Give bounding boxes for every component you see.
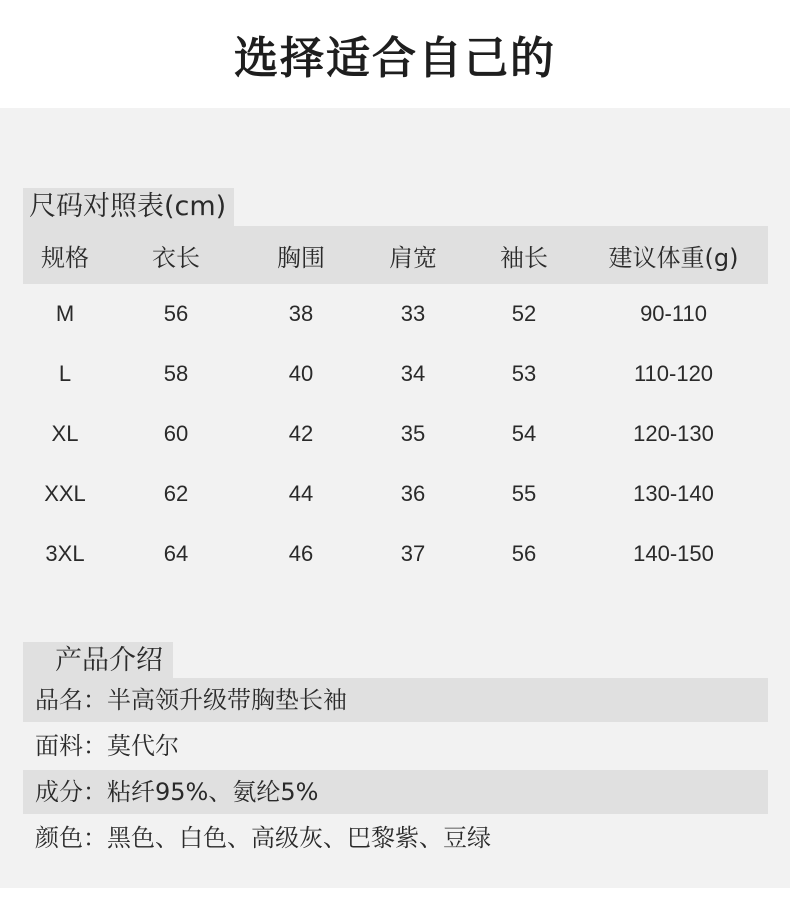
product-intro-label: 产品介绍 bbox=[23, 642, 173, 680]
header-cell: 袖长 bbox=[469, 226, 579, 284]
header-cell: 胸围 bbox=[245, 226, 357, 284]
size-chart-table bbox=[23, 226, 768, 584]
table-cell: 52 bbox=[511, 301, 537, 326]
table-cell: 60 bbox=[163, 421, 189, 446]
table-cell: XXL bbox=[44, 481, 86, 506]
intro-item-composition: 成分：粘纤95%、氨纶5% bbox=[23, 770, 768, 814]
table-cell: 56 bbox=[511, 541, 537, 566]
size-chart-label: 尺码对照表(cm) bbox=[23, 188, 234, 226]
table-cell: 35 bbox=[400, 421, 426, 446]
header-cell: 衣长 bbox=[107, 226, 245, 284]
table-cell: 56 bbox=[163, 301, 189, 326]
table-row bbox=[23, 344, 768, 404]
header-cell: 建议体重(g) bbox=[579, 226, 768, 284]
table-cell: 38 bbox=[288, 301, 314, 326]
table-cell: L bbox=[58, 361, 72, 386]
table-row bbox=[23, 404, 768, 464]
table-cell: 33 bbox=[400, 301, 426, 326]
table-cell: 54 bbox=[511, 421, 537, 446]
table-cell: 140-150 bbox=[633, 541, 714, 566]
table-row bbox=[23, 464, 768, 524]
table-cell: 62 bbox=[163, 481, 189, 506]
intro-item-fabric: 面料：莫代尔 bbox=[35, 732, 179, 760]
table-cell: M bbox=[55, 301, 75, 326]
header-cell: 规格 bbox=[23, 226, 107, 284]
table-header-row bbox=[23, 226, 768, 284]
table-cell: 53 bbox=[511, 361, 537, 386]
table-cell: 34 bbox=[400, 361, 426, 386]
table-row bbox=[23, 284, 768, 344]
header bbox=[0, 0, 790, 108]
table-row bbox=[23, 524, 768, 584]
table-cell: 58 bbox=[163, 361, 189, 386]
table-cell: 42 bbox=[288, 421, 314, 446]
table-cell: 110-120 bbox=[633, 361, 714, 386]
product-intro-list bbox=[23, 678, 768, 860]
table-cell: 37 bbox=[400, 541, 426, 566]
table-cell: 44 bbox=[288, 481, 314, 506]
header-cell: 肩宽 bbox=[357, 226, 469, 284]
table-cell: 46 bbox=[288, 541, 314, 566]
table-cell: 130-140 bbox=[633, 481, 714, 506]
table-cell: 120-130 bbox=[633, 421, 714, 446]
table-cell: 90-110 bbox=[640, 301, 707, 326]
page-title: 选择适合自己的 bbox=[234, 33, 556, 84]
table-cell: 36 bbox=[400, 481, 426, 506]
table-cell: XL bbox=[51, 421, 79, 446]
intro-item-name: 品名：半高领升级带胸垫长袖 bbox=[23, 678, 768, 722]
table-cell: 64 bbox=[163, 541, 189, 566]
intro-item-colors: 颜色：黑色、白色、高级灰、巴黎紫、豆绿 bbox=[35, 824, 491, 852]
table-cell: 55 bbox=[511, 481, 537, 506]
table-cell: 3XL bbox=[45, 541, 85, 566]
table-cell: 40 bbox=[288, 361, 314, 386]
